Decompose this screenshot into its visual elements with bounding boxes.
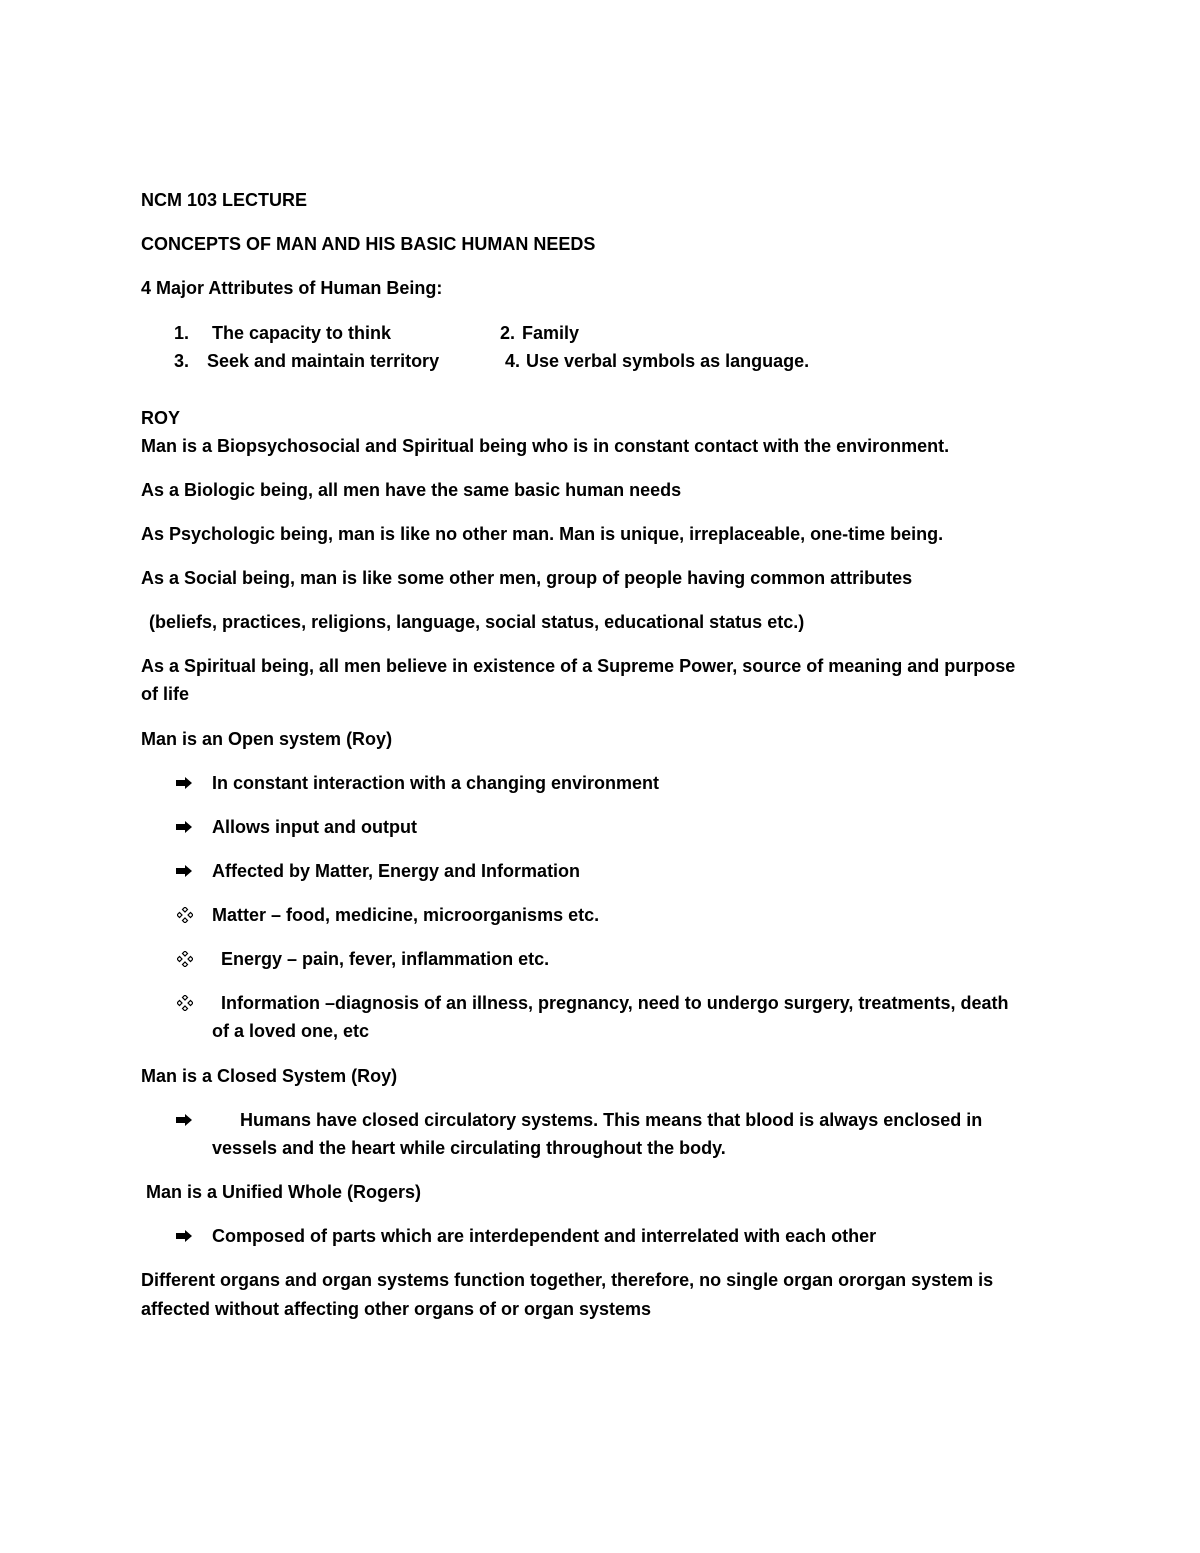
social-examples-text: (beliefs, practices, religions, language, social status, educational status etc.) xyxy=(149,612,805,632)
information-text-cont: of a loved one, etc xyxy=(212,1021,370,1041)
spiritual-being-text-cont: of life xyxy=(141,684,189,704)
arrow-bullet-icon xyxy=(176,1114,192,1126)
attributes-heading: 4 Major Attributes of Human Being: xyxy=(141,278,443,298)
closed-system-heading: Man is a Closed System (Roy) xyxy=(141,1066,398,1086)
arrow-bullet-icon xyxy=(176,777,192,789)
arrow-bullet-icon xyxy=(176,865,192,877)
closed-system-text-cont: vessels and the heart while circulating throughout the body. xyxy=(212,1138,726,1158)
topic-title: CONCEPTS OF MAN AND HIS BASIC HUMAN NEEDS xyxy=(141,234,596,254)
four-diamond-bullet-icon xyxy=(177,907,193,923)
roy-definition: Man is a Biopsychosocial and Spiritual being who is in constant contact with the environment. xyxy=(141,436,950,456)
attribute-item: Seek and maintain territory xyxy=(207,351,440,371)
four-diamond-bullet-icon xyxy=(177,995,193,1011)
attribute-number: 3. xyxy=(174,351,190,371)
psychologic-being-text: As Psychologic being, man is like no other man. Man is unique, irreplaceable, one-time being. xyxy=(141,524,944,544)
four-diamond-bullet-icon xyxy=(177,951,193,967)
information-text: Information –diagnosis of an illness, pregnancy, need to undergo surgery, treatments, death xyxy=(221,993,1009,1013)
arrow-bullet-icon xyxy=(176,821,192,833)
conclusion-text-cont: affected without affecting other organs of or organ systems xyxy=(141,1299,652,1319)
conclusion-text: Different organs and organ systems function together, therefore, no single organ ororgan system is xyxy=(141,1270,994,1290)
spiritual-being-text: As a Spiritual being, all men believe in existence of a Supreme Power, source of meaning and purpose xyxy=(141,656,1016,676)
attribute-item: Family xyxy=(522,323,580,343)
matter-text: Matter – food, medicine, microorganisms etc. xyxy=(212,905,600,925)
biologic-being-text: As a Biologic being, all men have the same basic human needs xyxy=(141,480,682,500)
roy-heading: ROY xyxy=(141,408,181,428)
open-system-point: In constant interaction with a changing environment xyxy=(212,773,660,793)
unified-whole-point: Composed of parts which are interdependent and interrelated with each other xyxy=(212,1226,877,1246)
attribute-item: The capacity to think xyxy=(212,323,392,343)
energy-text: Energy – pain, fever, inflammation etc. xyxy=(221,949,550,969)
open-system-point: Allows input and output xyxy=(212,817,417,837)
course-title: NCM 103 LECTURE xyxy=(141,190,308,210)
attribute-item: Use verbal symbols as language. xyxy=(526,351,810,371)
attribute-number: 1. xyxy=(174,323,190,343)
attribute-number: 4. xyxy=(505,351,521,371)
closed-system-text: Humans have closed circulatory systems. This means that blood is always enclosed in xyxy=(240,1110,983,1130)
arrow-bullet-icon xyxy=(176,1230,192,1242)
social-being-text: As a Social being, man is like some other men, group of people having common attributes xyxy=(141,568,913,588)
unified-whole-heading: Man is a Unified Whole (Rogers) xyxy=(146,1182,422,1202)
open-system-heading: Man is an Open system (Roy) xyxy=(141,729,393,749)
attribute-number: 2. xyxy=(500,323,516,343)
open-system-point: Affected by Matter, Energy and Information xyxy=(212,861,581,881)
